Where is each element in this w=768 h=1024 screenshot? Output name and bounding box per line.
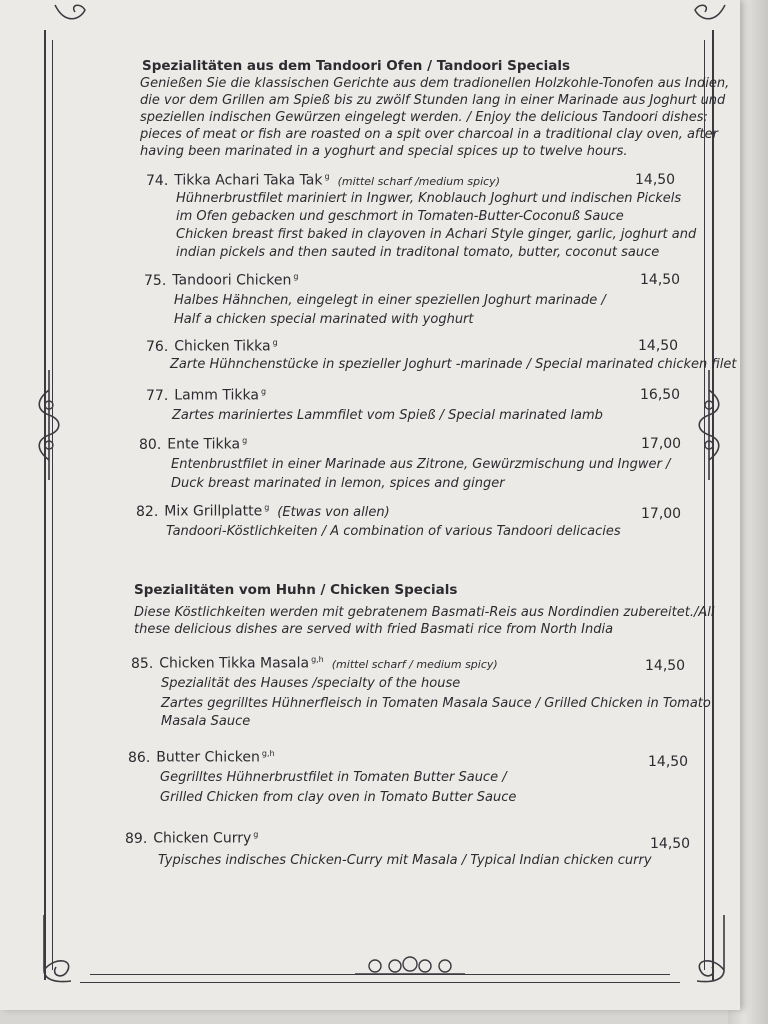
item-note: (Etwas von allen) [277,504,390,520]
item-description-line: Chicken breast first baked in clayoven in Achari Style ginger, garlic, joghurt and [176,227,697,242]
item-price: 14,50 [645,658,686,674]
spice-note: (mittel scharf /medium spicy) [337,174,500,188]
allergen-code: g [293,272,299,281]
item-number: 86. [128,749,151,766]
allergen-code: g [253,830,259,839]
item-description-line: Half a chicken special marinated with yoghurt [174,312,474,327]
item-number: 77. [146,387,169,404]
item-heading [131,655,498,672]
ornament-bottom-right [672,915,732,985]
item-name: Chicken Curry [153,830,252,847]
frame-right-line-inner [704,40,705,970]
allergen-code: g,h [261,749,275,758]
tandoori-intro-line: pieces of meat or fish are roasted on a spit over charcoal in a traditional clay oven, after [140,127,718,142]
ornament-top-left [50,0,90,30]
item-name: Chicken Tikka [174,338,271,355]
item-name: Butter Chicken [156,749,260,766]
ornament-bottom-left [36,915,96,985]
item-description-line: Typisches indisches Chicken-Curry mit Masala / Typical Indian chicken curry [158,853,652,868]
ornament-top-right [690,0,730,30]
item-name: Tikka Achari Taka Tak [174,172,323,189]
item-heading [128,749,275,766]
chicken-intro-line: these delicious dishes are served with fried Basmati rice from North India [134,622,614,637]
item-heading [144,272,298,289]
allergen-code: g [324,172,330,181]
item-description-line: Grilled Chicken from clay oven in Tomato Butter Sauce [160,790,517,805]
item-heading [146,387,266,404]
spice-note: (mittel scharf / medium spicy) [331,657,498,671]
frame-left-line-inner [52,40,53,970]
frame-left-line [44,30,46,980]
item-description-line: Tandoori-Köstlichkeiten / A combination of various Tandoori delicacies [166,524,621,539]
allergen-code: g [242,436,248,445]
allergen-code: g [264,503,270,512]
item-description-line: Masala Sauce [161,714,251,729]
item-description-line: Duck breast marinated in lemon, spices and ginger [171,476,505,491]
item-name: Tandoori Chicken [172,272,292,289]
item-number: 85. [131,655,154,672]
tandoori-intro-line: Genießen Sie die klassischen Gerichte aus dem tradionellen Holzkohle-Tonofen aus Indien, [140,76,730,91]
item-price: 17,00 [641,506,682,522]
item-number: 76. [146,338,169,355]
item-heading [125,830,258,847]
item-name: Lamm Tikka [174,387,259,404]
frame-right-line [712,30,714,980]
item-description-line: Zartes gegrilltes Hühnerfleisch in Tomaten Masala Sauce / Grilled Chicken in Tomato [161,696,711,711]
item-description-line: Entenbrustfilet in einer Marinade aus Zitrone, Gewürzmischung und Ingwer / [171,457,671,472]
tandoori-intro-line: die vor dem Grillen am Spieß bis zu zwölf Stunden lang in einer Marinade aus Joghurt und [140,93,726,108]
item-number: 74. [146,172,169,189]
chicken-section-title: Spezialitäten vom Huhn / Chicken Specials [134,582,458,598]
item-number: 89. [125,830,148,847]
allergen-code: g [272,338,278,347]
item-heading [136,503,390,520]
item-name: Ente Tikka [167,436,241,453]
item-description-line: Zarte Hühnchenstücke in spezieller Joghurt -marinade / Special marinated chicken filet [170,357,737,372]
item-heading [146,172,500,189]
ornament-bottom-center [350,954,470,978]
item-description-line: Gegrilltes Hühnerbrustfilet in Tomaten Butter Sauce / [160,770,507,785]
item-number: 75. [144,272,167,289]
item-price: 14,50 [638,338,679,354]
item-price: 14,50 [648,754,689,770]
item-description-line: Hühnerbrustfilet mariniert in Ingwer, Knoblauch Joghurt und indischen Pickels [176,191,682,206]
item-number: 82. [136,503,159,520]
item-description-line: Spezialität des Hauses /specialty of the house [161,676,461,691]
item-price: 14,50 [640,272,681,288]
item-price: 14,50 [635,172,676,188]
item-description-line: im Ofen gebacken und geschmort in Tomaten-Butter-Coconuß Sauce [176,209,624,224]
item-price: 16,50 [640,387,681,403]
tandoori-section-title: Spezialitäten aus dem Tandoori Ofen / Tandoori Specials [142,58,571,74]
item-description-line: Zartes mariniertes Lammfilet vom Spieß / Special marinated lamb [172,408,603,423]
frame-bottom-line [80,982,680,983]
item-number: 80. [139,436,162,453]
item-description-line: indian pickels and then sauted in traditonal tomato, butter, coconut sauce [176,245,660,260]
allergen-code: g,h [311,655,324,664]
item-heading [146,338,278,355]
item-name: Chicken Tikka Masala [159,655,310,672]
item-price: 14,50 [650,836,691,852]
item-name: Mix Grillplatte [164,503,263,520]
tandoori-intro-line: speziellen indischen Gewürzen eingelegt werden. / Enjoy the delicious Tandoori dishes: [140,110,708,125]
chicken-intro-line: Diese Köstlichkeiten werden mit gebratenem Basmati-Reis aus Nordindien zubereitet./All [134,605,715,620]
item-price: 17,00 [641,436,682,452]
allergen-code: g [260,387,267,396]
item-heading [139,436,247,453]
ornament-left-middle [36,370,62,480]
ornament-right-middle [696,370,722,480]
tandoori-intro-line: having been marinated in a yoghurt and special spices up to twelve hours. [140,144,628,159]
item-description-line: Halbes Hähnchen, eingelegt in einer speziellen Joghurt marinade / [174,293,606,308]
